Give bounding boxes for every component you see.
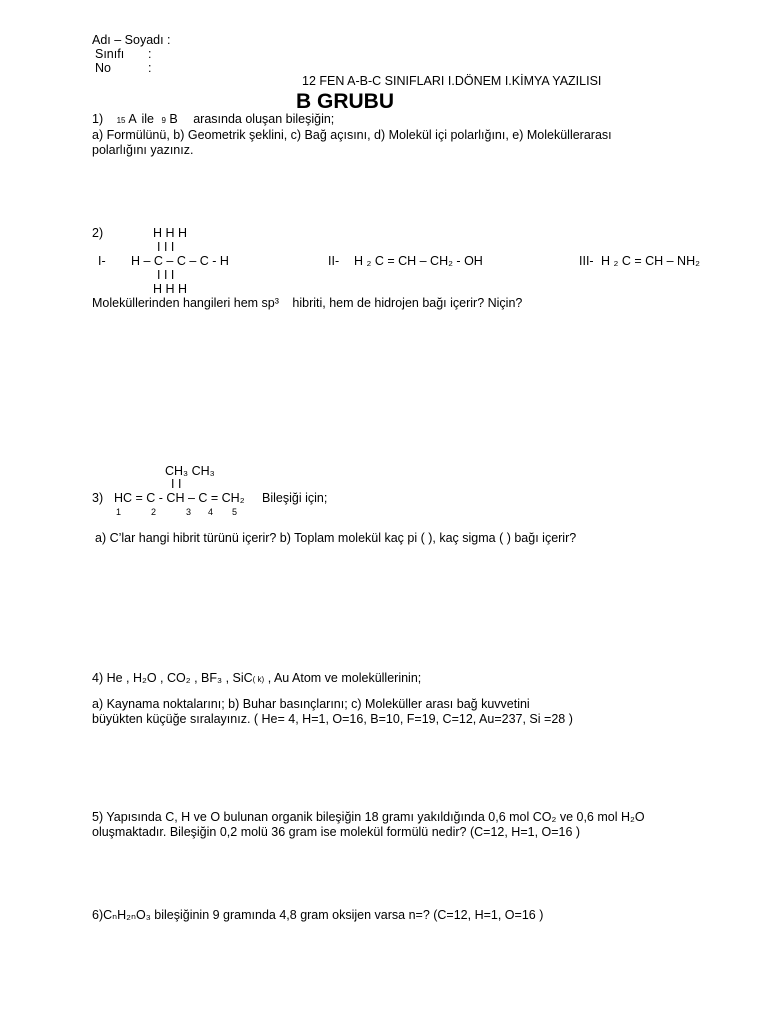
name-label: Adı – Soyadı : bbox=[92, 33, 171, 47]
q3-number: 3) bbox=[92, 491, 104, 505]
q2-formula-ii: H ₂ C = CH – CH₂ - OH bbox=[354, 254, 483, 268]
q4-line1 bbox=[92, 671, 421, 687]
q2-i-bottom-hydrogens: H H H bbox=[153, 282, 188, 296]
no-label: No bbox=[95, 61, 111, 75]
q2-i-bottom-bonds: I I I bbox=[157, 268, 175, 282]
q3-carbon-number: 1 bbox=[116, 507, 122, 517]
q3-carbon-number: 2 bbox=[151, 507, 157, 517]
q4-species-end: , Au Atom ve moleküllerinin; bbox=[267, 671, 422, 685]
q1-atomic-number-a: 15 bbox=[116, 116, 126, 125]
q3-question: a) C’lar hangi hibrit türünü içerir? b) Toplam molekül kaç pi ( ), kaç sigma ( ) bağı içerir? bbox=[95, 531, 577, 545]
q3-methyl-bonds: I I bbox=[171, 477, 182, 491]
q1-element-b: B bbox=[169, 112, 178, 126]
q3-carbon-number: 3 bbox=[186, 507, 192, 517]
q2-i-top-hydrogens: H H H bbox=[153, 226, 188, 240]
q2-question bbox=[92, 296, 522, 310]
q2-formula-i: H – C – C – C - H bbox=[131, 254, 229, 268]
group-title: B GRUBU bbox=[296, 90, 394, 113]
q4-species-list: 4) He , H₂O , CO₂ , BF₃ , SiC bbox=[92, 671, 253, 685]
q1-parts-cont: polarlığını yazınız. bbox=[92, 143, 194, 157]
q1-ile: ile bbox=[141, 112, 154, 126]
q2-question-a: Moleküllerinden hangileri hem sp³ bbox=[92, 296, 279, 310]
q2-label-iii: III- bbox=[579, 254, 594, 268]
exam-title: 12 FEN A-B-C SINIFLARI I.DÖNEM I.KİMYA YAZILISI bbox=[302, 74, 602, 88]
q1-parts: a) Formülünü, b) Geometrik şeklini, c) Bağ açısını, d) Molekül içi polarlığını, e) Moleküllerarası bbox=[92, 128, 612, 142]
q2-formula-iii: H ₂ C = CH – NH₂ bbox=[601, 254, 700, 268]
q3-formula: HC = C - CH – C = CH₂ bbox=[114, 491, 245, 505]
q1-element-a: A bbox=[128, 112, 136, 126]
q5-line1: 5) Yapısında C, H ve O bulunan organik bileşiğin 18 gramı yakıldığında 0,6 mol CO₂ ve 0,6 mol H₂O bbox=[92, 810, 645, 824]
q1-text: arasında oluşan bileşiğin; bbox=[193, 112, 335, 126]
q2-i-top-bonds: I I I bbox=[157, 240, 175, 254]
q1-atomic-number-b: 9 bbox=[161, 116, 166, 125]
q4-sic-state: ( k) bbox=[252, 675, 265, 684]
q3-carbon-number: 5 bbox=[232, 507, 238, 517]
class-colon: : bbox=[148, 47, 152, 61]
q1-number: 1) bbox=[92, 112, 104, 126]
q5-line2: oluşmaktadır. Bileşiğin 0,2 molü 36 gram ise molekül formülü nedir? (C=12, H=1, O=16 ) bbox=[92, 825, 581, 839]
q3-carbon-number: 4 bbox=[208, 507, 214, 517]
q3-suffix: Bileşiği için; bbox=[262, 491, 328, 505]
q6-line: 6)CₙH₂ₙO₃ bileşiğinin 9 gramında 4,8 gram oksijen varsa n=? (C=12, H=1, O=16 ) bbox=[92, 908, 544, 922]
no-colon: : bbox=[148, 61, 152, 75]
class-label: Sınıfı bbox=[95, 47, 125, 61]
q2-question-b: hibriti, hem de hidrojen bağı içerir? Niçin? bbox=[292, 296, 523, 310]
q2-label-ii: II- bbox=[328, 254, 340, 268]
q3-methyl-groups: CH₃ CH₃ bbox=[165, 464, 215, 478]
q4-instruction: büyükten küçüğe sıralayınız. ( He= 4, H=1, O=16, B=10, F=19, C=12, Au=237, Si =28 ) bbox=[92, 712, 573, 726]
q4-parts: a) Kaynama noktalarını; b) Buhar basınçlarını; c) Moleküller arası bağ kuvvetini bbox=[92, 697, 530, 711]
q2-label-i: I- bbox=[98, 254, 106, 268]
q2-number: 2) bbox=[92, 226, 104, 240]
q1-line bbox=[92, 112, 334, 128]
